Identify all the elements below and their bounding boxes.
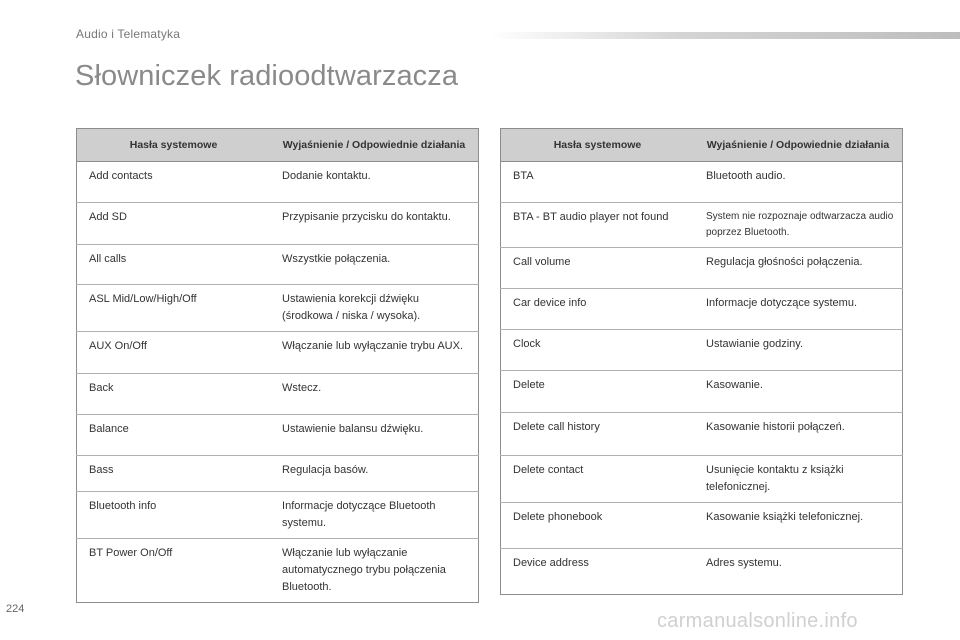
table-header-row: [501, 129, 903, 162]
term-cell: Back: [77, 374, 271, 415]
explanation-cell: Wstecz.: [270, 374, 478, 415]
term-cell: Delete phonebook: [501, 503, 695, 549]
term-cell: Clock: [501, 330, 695, 371]
explanation-cell: Regulacja basów.: [270, 456, 478, 492]
table-row: [77, 415, 479, 456]
explanation-cell: Kasowanie.: [694, 371, 903, 413]
explanation-cell: Informacje dotyczące Bluetooth systemu.: [270, 492, 478, 539]
table-row: [501, 330, 903, 371]
term-cell: Device address: [513, 557, 589, 569]
watermark: carmanualsonline.info: [657, 610, 858, 632]
table-row: [77, 539, 479, 603]
table-row: [501, 248, 903, 289]
column-header-explanation: Wyjaśnienie / Odpowiednie działania: [270, 129, 478, 162]
term-cell: Add SD: [77, 203, 271, 245]
term-cell: ASL Mid/Low/High/Off: [77, 285, 271, 332]
term-cell: All calls: [77, 245, 271, 285]
table-row: [501, 162, 903, 203]
explanation-cell: Przypisanie przycisku do kontaktu.: [270, 203, 478, 245]
term-cell: BT Power On/Off: [89, 547, 173, 559]
table-row: [501, 371, 903, 413]
table-row: [501, 456, 903, 503]
explanation-cell: Kasowanie historii połączeń.: [694, 413, 903, 456]
page-number: 224: [6, 603, 25, 615]
page-title: Słowniczek radioodtwarzacza: [75, 60, 459, 92]
explanation-cell: Włączanie lub wyłączanie trybu AUX.: [270, 332, 478, 374]
table-row: [501, 413, 903, 456]
term-cell: Delete contact: [501, 456, 695, 503]
term-cell: Delete call history: [501, 413, 695, 456]
table-header-row: [77, 129, 479, 162]
explanation-cell: Dodanie kontaktu.: [270, 162, 478, 203]
explanation-cell: Włączanie lub wyłączanie automatycznego trybu połączenia Bluetooth.: [282, 547, 446, 593]
explanation-cell: Bluetooth audio.: [694, 162, 903, 203]
table-row: [77, 332, 479, 374]
explanation-cell: Ustawienie balansu dźwięku.: [270, 415, 478, 456]
column-header-term: Hasła systemowe: [501, 129, 695, 162]
term-cell: Bass: [77, 456, 271, 492]
term-cell: Bluetooth info: [77, 492, 271, 539]
explanation-cell: Adres systemu.: [706, 557, 782, 569]
term-cell: Car device info: [501, 289, 695, 330]
header-bar: [490, 32, 960, 39]
table-row: [77, 203, 479, 245]
table-row: [77, 456, 479, 492]
term-cell: Balance: [77, 415, 271, 456]
table-row: [77, 162, 479, 203]
explanation-cell: Kasowanie książki telefonicznej.: [694, 503, 903, 549]
table-row: [77, 374, 479, 415]
column-header-explanation: Wyjaśnienie / Odpowiednie działania: [694, 129, 903, 162]
table-row: [501, 203, 903, 248]
glossary-table-left: [76, 128, 479, 603]
explanation-cell: Informacje dotyczące systemu.: [694, 289, 903, 330]
column-header-term: Hasła systemowe: [77, 129, 271, 162]
explanation-cell: Wszystkie połączenia.: [270, 245, 478, 285]
explanation-cell: Usunięcie kontaktu z książki telefonicznej.: [694, 456, 903, 503]
table-row: [501, 549, 903, 595]
term-cell: AUX On/Off: [77, 332, 271, 374]
table-row: [77, 492, 479, 539]
glossary-table-right: [500, 128, 903, 595]
term-cell: BTA: [501, 162, 695, 203]
explanation-cell: System nie rozpoznaje odtwarzacza audio poprzez Bluetooth.: [694, 203, 903, 248]
explanation-cell: Ustawienia korekcji dźwięku (środkowa / niska / wysoka).: [270, 285, 478, 332]
explanation-cell: Ustawianie godziny.: [694, 330, 903, 371]
term-cell: Delete: [501, 371, 695, 413]
explanation-cell: Regulacja głośności połączenia.: [694, 248, 903, 289]
table-row: [501, 289, 903, 330]
section-label: Audio i Telematyka: [76, 27, 181, 41]
term-cell: Add contacts: [77, 162, 271, 203]
term-cell: BTA - BT audio player not found: [501, 203, 695, 248]
term-cell: Call volume: [501, 248, 695, 289]
table-row: [77, 245, 479, 285]
table-row: [77, 285, 479, 332]
table-row: [501, 503, 903, 549]
